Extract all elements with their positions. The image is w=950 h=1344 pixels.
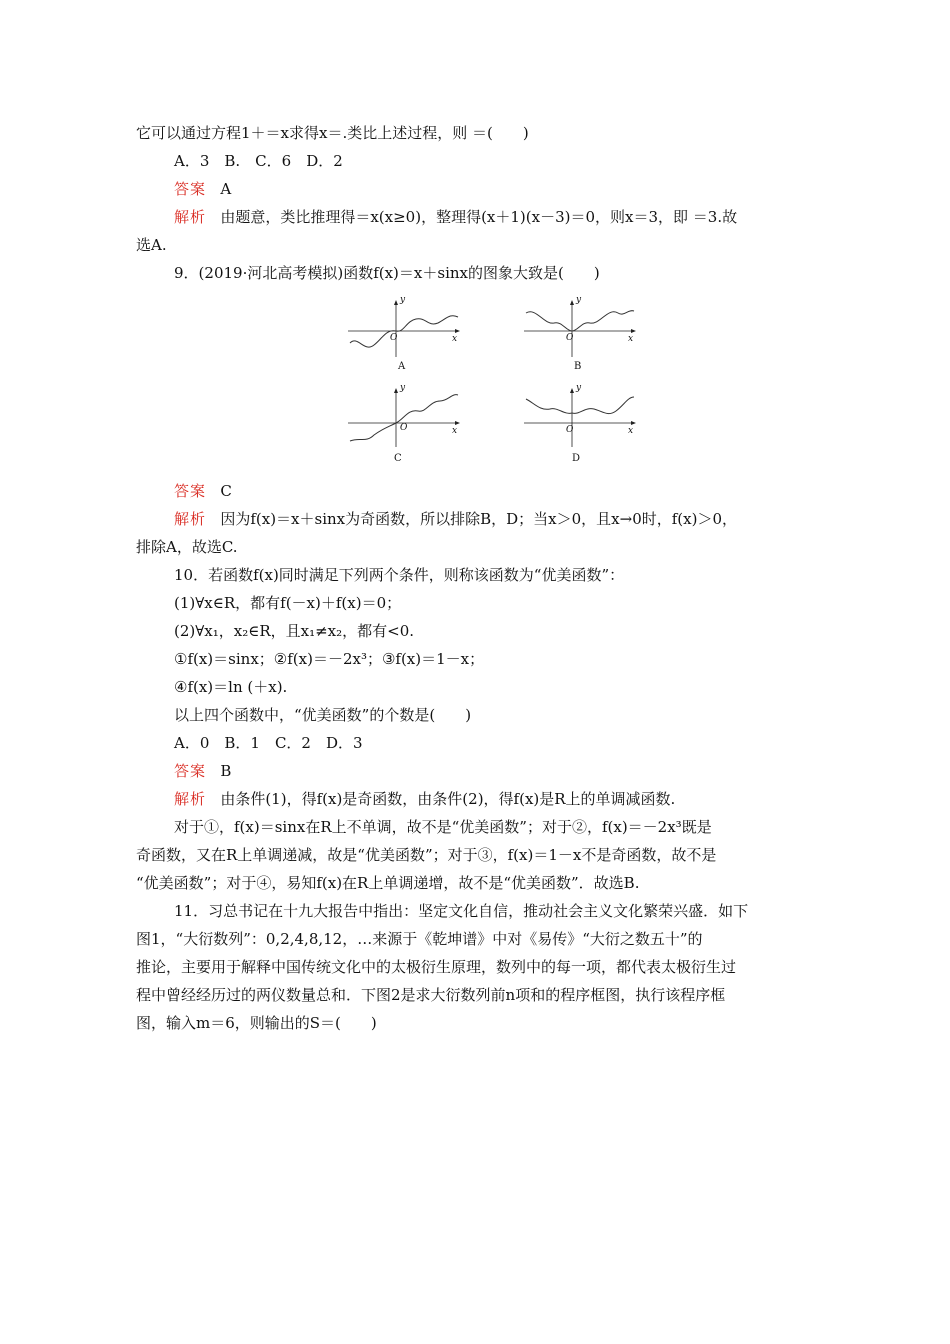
analysis-line — [174, 509, 737, 529]
question-10-ask: 以上四个函数中，“优美函数”的个数是( ) — [174, 706, 472, 724]
answer-line — [174, 761, 231, 781]
analysis-line — [174, 789, 675, 809]
analysis-text: 由题意，类比推理得＝x(x≥0)，整理得(x＋1)(x－3)＝0，则x＝3，即 ＝3.故 — [220, 208, 738, 226]
y-axis-label: y — [400, 295, 406, 305]
analysis-text: 由条件(1)，得f(x)是奇函数，由条件(2)，得f(x)是R上的单调减函数. — [220, 790, 676, 808]
condition-2: (2)∀x₁，x₂∈R，且x₁≠x₂，都有<0. — [174, 622, 415, 640]
answer-value: B — [220, 762, 232, 780]
question-9: 9．(2019·河北高考模拟)函数f(x)＝x＋sinx的图象大致是( ) — [174, 264, 600, 282]
origin-label: O — [566, 333, 574, 343]
text-line: 对于①，f(x)＝sinx在R上不单调，故不是“优美函数”；对于②，f(x)＝－2x³既是 — [174, 818, 712, 836]
analysis-tag: 解析 — [174, 208, 207, 226]
graph-d-svg — [522, 383, 642, 463]
x-axis-label: x — [628, 426, 634, 436]
function-list-2: ④f(x)＝ln (＋x). — [174, 678, 288, 696]
graph-b-svg — [522, 295, 642, 375]
y-axis-label: y — [576, 383, 582, 393]
x-axis-label: x — [628, 334, 634, 344]
origin-label: O — [400, 423, 408, 433]
graph-b — [522, 295, 642, 375]
choices-q8: A．3 B. C．6 D．2 — [174, 152, 343, 170]
answer-tag: 答案 — [174, 762, 207, 780]
answer-tag: 答案 — [174, 180, 207, 198]
origin-label: O — [390, 333, 398, 343]
analysis-tag: 解析 — [174, 790, 207, 808]
graph-d-label: D — [572, 453, 581, 464]
answer-line — [174, 481, 232, 501]
y-axis-label: y — [576, 295, 582, 305]
answer-tag: 答案 — [174, 482, 207, 500]
choices-q10: A．0 B．1 C．2 D．3 — [174, 734, 363, 752]
text-line: 排除A，故选C. — [136, 538, 238, 556]
text-line: 图1，“大衍数列”：0,2,4,8,12，…来源于《乾坤谱》中对《易传》“大衍之数五十”的 — [136, 930, 703, 948]
x-axis-label: x — [452, 426, 458, 436]
answer-value: A — [220, 180, 232, 198]
text-line: 图，输入m＝6，则输出的S＝( ) — [136, 1014, 377, 1032]
condition-1: (1)∀x∈R，都有f(－x)＋f(x)＝0； — [174, 594, 402, 612]
text-line: “优美函数”；对于④，易知f(x)在R上单调递增，故不是“优美函数”．故选B. — [136, 874, 640, 892]
text-line: 它可以通过方程1＋＝x求得x＝.类比上述过程，则 ＝( ) — [136, 124, 529, 142]
graph-c-label: C — [394, 453, 402, 464]
text-line: 选A. — [136, 236, 167, 254]
graph-c — [346, 383, 466, 465]
graph-a-label: A — [398, 361, 406, 372]
graph-d — [522, 383, 642, 465]
graph-a-svg — [346, 295, 466, 375]
answer-value: C — [220, 482, 232, 500]
text-line: 奇函数，又在R上单调递减，故是“优美函数”；对于③，f(x)＝1－x不是奇函数，故不是 — [136, 846, 717, 864]
question-11: 11．习总书记在十九大报告中指出：坚定文化自信，推动社会主义文化繁荣兴盛．如下 — [174, 902, 749, 920]
text-line: 程中曾经经历过的两仪数量总和．下图2是求大衍数列前n项和的程序框图，执行该程序框 — [136, 986, 726, 1004]
graph-b-label: B — [574, 361, 582, 372]
origin-label: O — [566, 425, 574, 435]
analysis-tag: 解析 — [174, 510, 207, 528]
analysis-line — [174, 207, 737, 227]
answer-line — [174, 179, 231, 199]
graph-a — [346, 295, 466, 375]
y-axis-label: y — [400, 383, 406, 393]
text-line: 推论，主要用于解释中国传统文化中的太极衍生原理，数列中的每一项，都代表太极衍生过 — [136, 958, 737, 976]
function-list-1: ①f(x)＝sinx；②f(x)＝－2x³；③f(x)＝1－x； — [174, 650, 485, 668]
x-axis-label: x — [452, 334, 458, 344]
analysis-text: 因为f(x)＝x＋sinx为奇函数，所以排除B，D；当x＞0，且x→0时，f(x)＞0， — [220, 510, 738, 528]
question-10: 10．若函数f(x)同时满足下列两个条件，则称该函数为“优美函数”： — [174, 566, 625, 584]
